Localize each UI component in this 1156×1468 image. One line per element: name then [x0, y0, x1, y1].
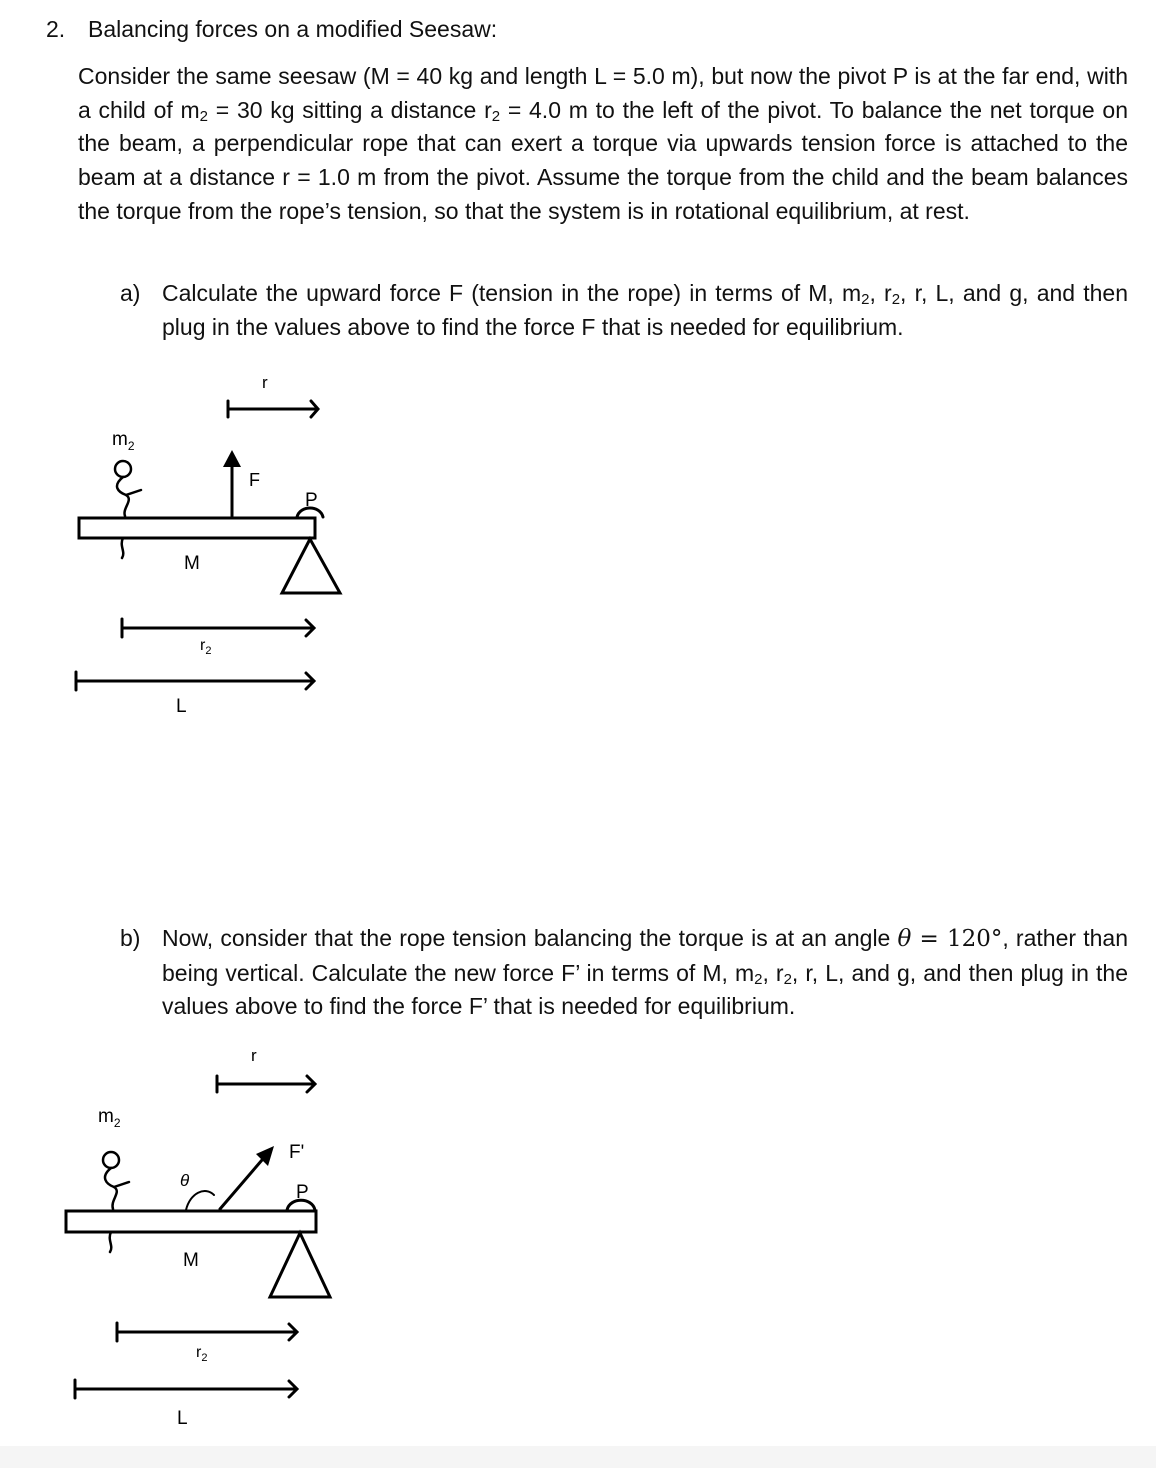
m2-label-b: $m_2$ — [98, 1106, 121, 1130]
problem-title: Balancing forces on a modified Seesaw: — [88, 16, 498, 42]
angled-force-arrow-b — [220, 1160, 262, 1209]
L-label-a: L — [176, 696, 187, 717]
part-a-text: Calculate the upward force F (tension in the rope) in terms of M, $m_2$, $r_2$, r, L, and g, and then plug in the values above to find the force F that is needed for equilibrium. — [162, 280, 1128, 340]
problem-intro: Consider the same seesaw (M = 40 kg and length L = 5.0 m), but now the pivot P is at the far end, with a child of $m_2 = 30$ kg sitting a distance $r_2 = 4.0$ m to the left of the pivot. To balance the net torque on the beam, a perpendicular rope that can exert a torque via upwards tension force is attached to the beam at a distance r = 1.0 m from the pivot. Assume the torque from the child and the beam balances the torque from the rope’s tension, so that the system is in rotational equilibrium, at rest. — [78, 63, 1128, 224]
seesaw-diagram-a — [40, 360, 360, 720]
r2-label-b: $r_2$ — [196, 1344, 208, 1364]
L-dimension-b — [75, 1380, 297, 1398]
beam-b — [66, 1211, 316, 1232]
part-b-text: Now, consider that the rope tension balancing the torque is at an angle θ = 120°, rather than being vertical. Calculate the new force F’ in terms of M, $m_2$, $r_2$, r, L, and g, and then plug in the values above to find the force F’ that is needed for equilibrium. — [162, 925, 1128, 1019]
child-figure-b — [103, 1152, 129, 1252]
pivot-a — [282, 539, 340, 593]
page-bottom-band — [0, 1446, 1156, 1468]
part-b-question — [120, 922, 1128, 1019]
L-dimension-a — [76, 672, 314, 690]
r2-label-a: $r_2$ — [200, 637, 212, 657]
problem-number: 2. — [46, 16, 66, 42]
part-a-question — [120, 277, 1128, 347]
F-label-a: F — [249, 470, 260, 490]
F-prime-label-b: F' — [289, 1142, 305, 1163]
r-dimension-a — [228, 401, 318, 417]
beam-a — [79, 518, 315, 538]
part-a-label: a) — [120, 280, 141, 306]
problem-heading — [46, 14, 497, 44]
r-label-a: r — [262, 373, 268, 392]
m2-label-a: $m_2$ — [112, 429, 135, 453]
P-label-b: P — [296, 1182, 309, 1203]
theta-label-b: θ — [180, 1171, 190, 1190]
M-label-b: M — [183, 1250, 199, 1271]
r-label-b: r — [251, 1046, 257, 1065]
r2-dimension-a — [122, 619, 314, 637]
r-dimension-b — [217, 1076, 315, 1092]
seesaw-diagram-b — [40, 1030, 360, 1435]
P-label-a: P — [305, 490, 318, 511]
child-figure-a — [115, 461, 141, 558]
pivot-b — [270, 1233, 330, 1297]
r2-dimension-b — [117, 1323, 297, 1341]
L-label-b: L — [177, 1408, 188, 1429]
theta-arc-b — [186, 1191, 214, 1210]
M-label-a: M — [184, 553, 200, 574]
part-b-label: b) — [120, 925, 141, 951]
